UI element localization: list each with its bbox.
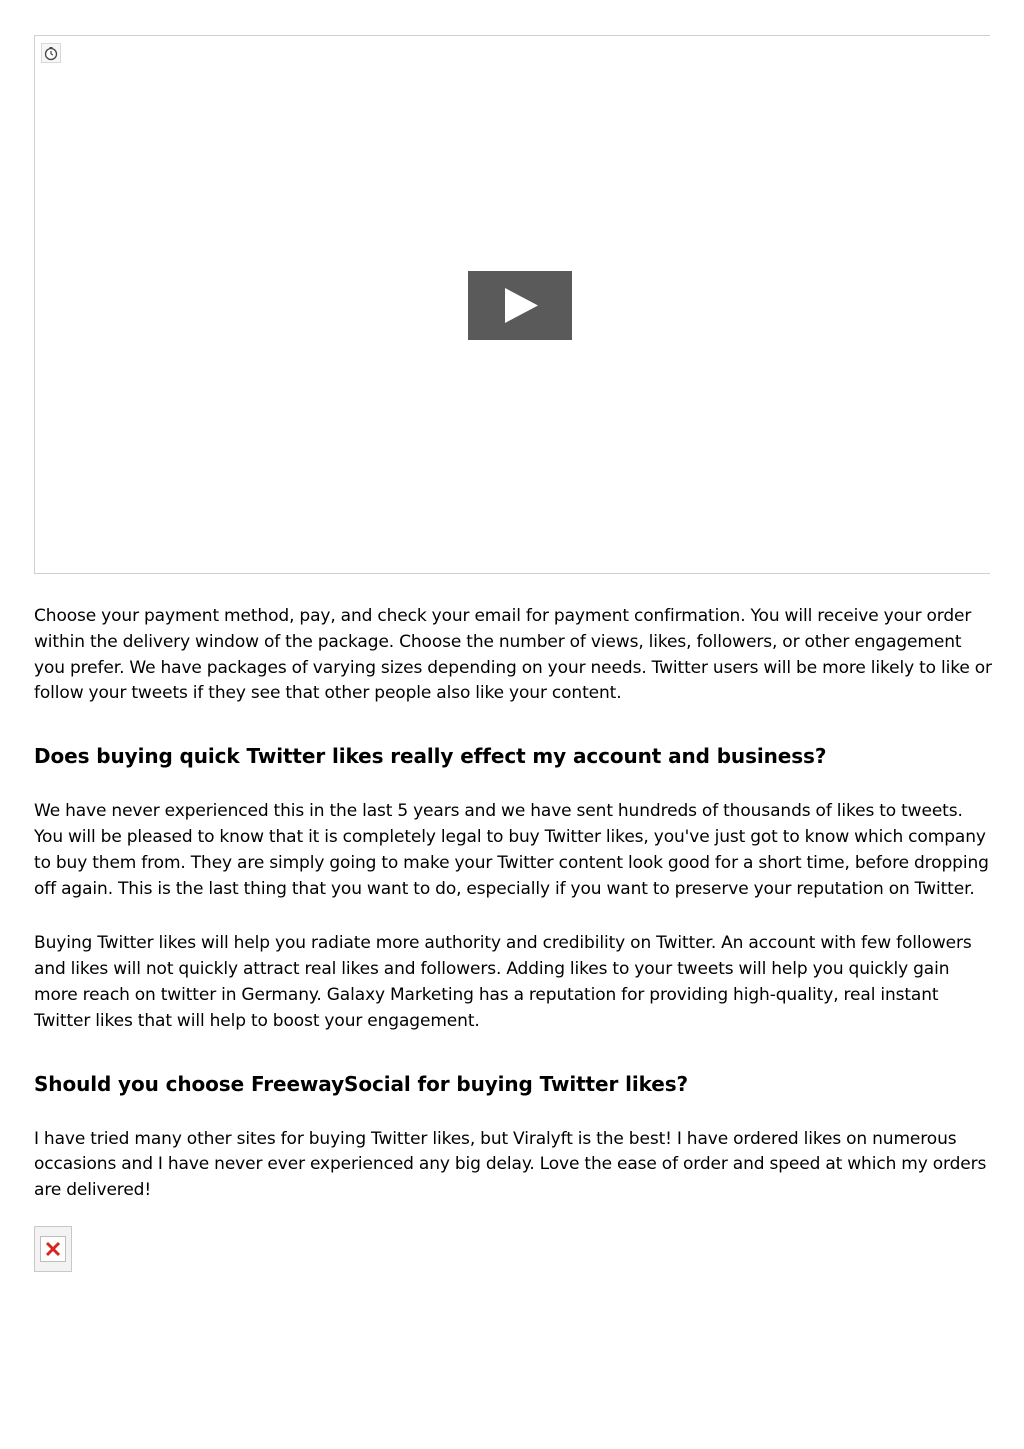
article-body xyxy=(34,604,992,1204)
article-paragraph: We have never experienced this in the last 5 years and we have sent hundreds of thousands of likes to tweets. You will be pleased to know that it is completely legal to buy Twitter likes, you've just got to know which company to buy them from. They are simply going to make your Twitter content look good for a short time, before dropping off again. This is the last thing that you want to do, especially if you want to preserve your reputation on Twitter. xyxy=(34,801,989,899)
video-embed[interactable] xyxy=(34,35,990,574)
clock-icon[interactable] xyxy=(41,43,61,63)
article-paragraph: I have tried many other sites for buying Twitter likes, but Viralyft is the best! I have ordered likes on numerous occasions and I have never ever experienced any big delay. Love the ease of order and speed at which my orders are delivered! xyxy=(34,1128,987,1201)
article-paragraph: Buying Twitter likes will help you radiate more authority and credibility on Twitter. An account with few followers and likes will not quickly attract real likes and followers. Adding likes to your tweets will help you quickly gain more reach on twitter in Germany. Galaxy Marketing has a reputation for providing high-quality, real instant Twitter likes that will help to boost your engagement. xyxy=(34,933,972,1031)
play-icon xyxy=(468,271,572,340)
section-heading: Should you choose FreewaySocial for buying Twitter likes? xyxy=(34,1071,689,1096)
broken-image-placeholder xyxy=(34,1226,72,1272)
play-button[interactable] xyxy=(468,271,572,340)
section-heading: Does buying quick Twitter likes really effect my account and business? xyxy=(34,744,827,769)
article-paragraph: Choose your payment method, pay, and check your email for payment confirmation. You will receive your order within the delivery window of the package. Choose the number of views, likes, followers, or other engagement you prefer. We have packages of varying sizes depending on your needs. Twitter users will be more likely to like or follow your tweets if they see that other people also like your content. xyxy=(34,606,992,704)
broken-image-icon xyxy=(40,1236,66,1262)
